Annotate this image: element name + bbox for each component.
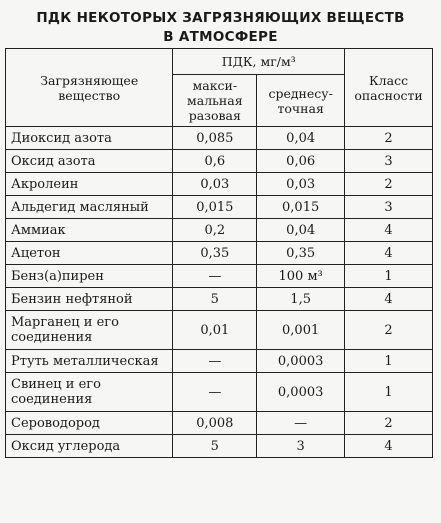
- table-row: [6, 127, 433, 150]
- hazard-class-cell: 1: [345, 265, 433, 288]
- hazard-class-cell: 2: [345, 311, 433, 350]
- substance-cell: Ацетон: [6, 242, 173, 265]
- daily-avg-cell: 0,04: [257, 219, 345, 242]
- header-hazard-class: Класс опасности: [345, 49, 433, 127]
- daily-avg-cell: 0,015: [257, 196, 345, 219]
- max-single-cell: 0,01: [173, 311, 257, 350]
- title-line-1: ПДК НЕКОТОРЫХ ЗАГРЯЗНЯЮЩИХ ВЕЩЕСТВ: [36, 10, 405, 26]
- table-body: [6, 127, 433, 458]
- hazard-class-cell: 4: [345, 288, 433, 311]
- substance-cell: Диоксид азота: [6, 127, 173, 150]
- substance-cell: Акролеин: [6, 173, 173, 196]
- hazard-class-cell: 3: [345, 150, 433, 173]
- daily-avg-cell: 1,5: [257, 288, 345, 311]
- substance-cell: Сероводород: [6, 412, 173, 435]
- table-row: [6, 350, 433, 373]
- max-single-cell: —: [173, 265, 257, 288]
- table-row: [6, 435, 433, 458]
- max-single-cell: 0,008: [173, 412, 257, 435]
- hazard-class-cell: 2: [345, 127, 433, 150]
- daily-avg-cell: 3: [257, 435, 345, 458]
- title-line-2: В АТМОСФЕРЕ: [163, 29, 278, 45]
- max-single-cell: —: [173, 350, 257, 373]
- table-row: [6, 242, 433, 265]
- hazard-class-cell: 4: [345, 435, 433, 458]
- substance-cell: Бенз(а)пирен: [6, 265, 173, 288]
- pdk-table: [5, 48, 433, 458]
- header-max-single: макси-мальная разовая: [173, 75, 257, 127]
- daily-avg-cell: 0,35: [257, 242, 345, 265]
- substance-cell: Свинец и его соединения: [6, 373, 173, 412]
- table-row: [6, 150, 433, 173]
- hazard-class-cell: 2: [345, 173, 433, 196]
- daily-avg-cell: 0,04: [257, 127, 345, 150]
- hazard-class-cell: 4: [345, 242, 433, 265]
- table-row: [6, 265, 433, 288]
- table-row: [6, 311, 433, 350]
- page-title: [0, 9, 441, 47]
- hazard-class-cell: 2: [345, 412, 433, 435]
- table-row: [6, 373, 433, 412]
- table-row: [6, 412, 433, 435]
- pdk-table-container: [5, 48, 433, 458]
- table-row: [6, 219, 433, 242]
- substance-cell: Бензин нефтяной: [6, 288, 173, 311]
- substance-cell: Оксид азота: [6, 150, 173, 173]
- max-single-cell: 0,085: [173, 127, 257, 150]
- hazard-class-cell: 1: [345, 373, 433, 412]
- hazard-class-cell: 3: [345, 196, 433, 219]
- max-single-cell: —: [173, 373, 257, 412]
- max-single-cell: 0,015: [173, 196, 257, 219]
- header-daily-avg: среднесу-точная: [257, 75, 345, 127]
- header-pdk-group: ПДК, мг/м³: [173, 49, 345, 75]
- substance-cell: Аммиак: [6, 219, 173, 242]
- max-single-cell: 0,35: [173, 242, 257, 265]
- hazard-class-cell: 1: [345, 350, 433, 373]
- substance-cell: Оксид углерода: [6, 435, 173, 458]
- daily-avg-cell: 0,0003: [257, 373, 345, 412]
- max-single-cell: 0,2: [173, 219, 257, 242]
- daily-avg-cell: —: [257, 412, 345, 435]
- max-single-cell: 0,03: [173, 173, 257, 196]
- substance-cell: Ртуть металлическая: [6, 350, 173, 373]
- daily-avg-cell: 100 м³: [257, 265, 345, 288]
- substance-cell: Марганец и его соединения: [6, 311, 173, 350]
- substance-cell: Альдегид масляный: [6, 196, 173, 219]
- daily-avg-cell: 0,06: [257, 150, 345, 173]
- table-row: [6, 196, 433, 219]
- daily-avg-cell: 0,001: [257, 311, 345, 350]
- table-row: [6, 288, 433, 311]
- daily-avg-cell: 0,03: [257, 173, 345, 196]
- max-single-cell: 5: [173, 288, 257, 311]
- table-row: [6, 173, 433, 196]
- max-single-cell: 5: [173, 435, 257, 458]
- header-substance: Загрязняющее вещество: [6, 49, 173, 127]
- max-single-cell: 0,6: [173, 150, 257, 173]
- daily-avg-cell: 0,0003: [257, 350, 345, 373]
- hazard-class-cell: 4: [345, 219, 433, 242]
